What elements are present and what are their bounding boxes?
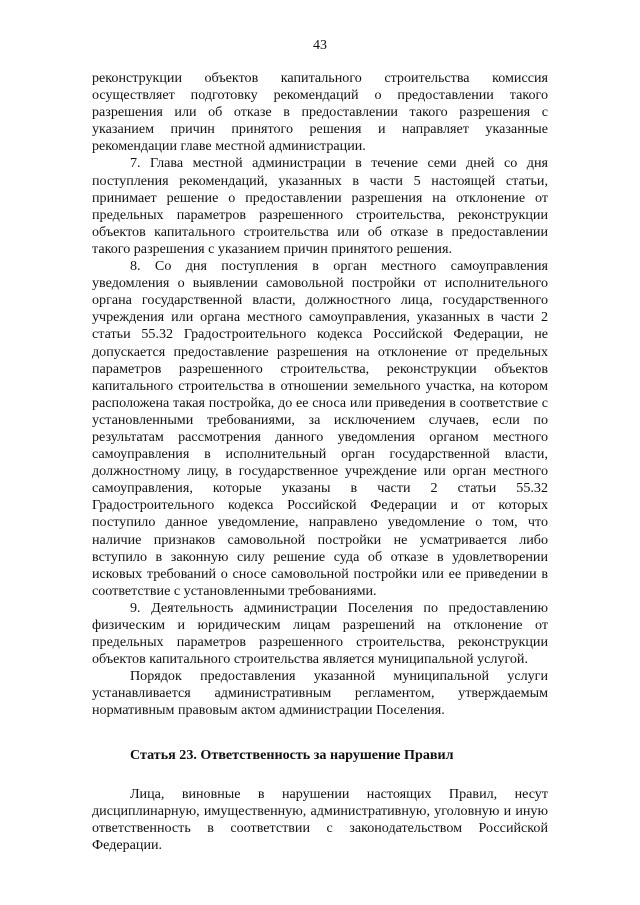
document-body (92, 70, 548, 854)
article-heading: Статья 23. Ответственность за нарушение Правил (130, 746, 454, 763)
paragraph-item-8: 8. Со дня поступления в орган местного самоуправления уведомления о выявлении самовольной постройки от исполнительного органа государственной власти, должностного лица, государственного учреждения или органа местного самоуправления, указанных в части 2 статьи 55.32 Градостроительного кодекса Российской Федерации, не допускается предоставление разрешения на отклонение от предельных параметров разрешенного строительства, реконструкции объектов капитального строительства в отношении земельного участка, на котором расположена такая постройка, до ее сноса или приведения в соответствие с установленными требованиями, за исключением случаев, если по результатам рассмотрения данного уведомления органом местного самоуправления в исполнительный орган государственной власти, должностному лицу, в государственное учреждение или орган местного самоуправления, которые указаны в части 2 статьи 55.32 Градостроительного кодекса Российской Федерации и от которых поступило данное уведомление, направлено уведомление о том, что наличие признаков самовольной постройки не усматривается либо вступило в законную силу решение суда об отказе в удовлетворении исковых требований о сносе самовольной постройки или ее приведении в соответствие с установленными требованиями. (92, 258, 548, 599)
paragraph-item-7: 7. Глава местной администрации в течение семи дней со дня поступления рекомендаций, указанных в части 5 настоящей статьи, принимает решение о предоставлении разрешения на отклонение от предельных параметров разрешенного строительства, реконструкции объектов капитального строительства или об отказе в предоставлении такого разрешения с указанием причин принятого решения. (92, 155, 548, 257)
page-number: 43 (313, 38, 327, 53)
paragraph-item-9: 9. Деятельность администрации Поселения по предоставлению физическим и юридическим лицам разрешений на отклонение от предельных параметров разрешенного строительства, реконструкции объектов капитального строительства является муниципальной услугой. (92, 599, 548, 668)
article-text: Лица, виновные в нарушении настоящих Правил, несут дисциплинарную, имущественную, административную, уголовную и иную ответственность в соответствии с законодательством Российской Федерации. (92, 785, 548, 853)
paragraph-continuation: реконструкции объектов капитального строительства комиссия осуществляет подготовку рекомендаций о предоставлении такого разрешения или об отказе в предоставлении такого разрешения с указанием причин принятого решения и направляет указанные рекомендации главе местной администрации. (92, 70, 548, 155)
paragraph-procedure: Порядок предоставления указанной муниципальной услуги устанавливается административным регламентом, утверждаемым нормативным правовым актом администрации Поселения. (92, 668, 548, 719)
